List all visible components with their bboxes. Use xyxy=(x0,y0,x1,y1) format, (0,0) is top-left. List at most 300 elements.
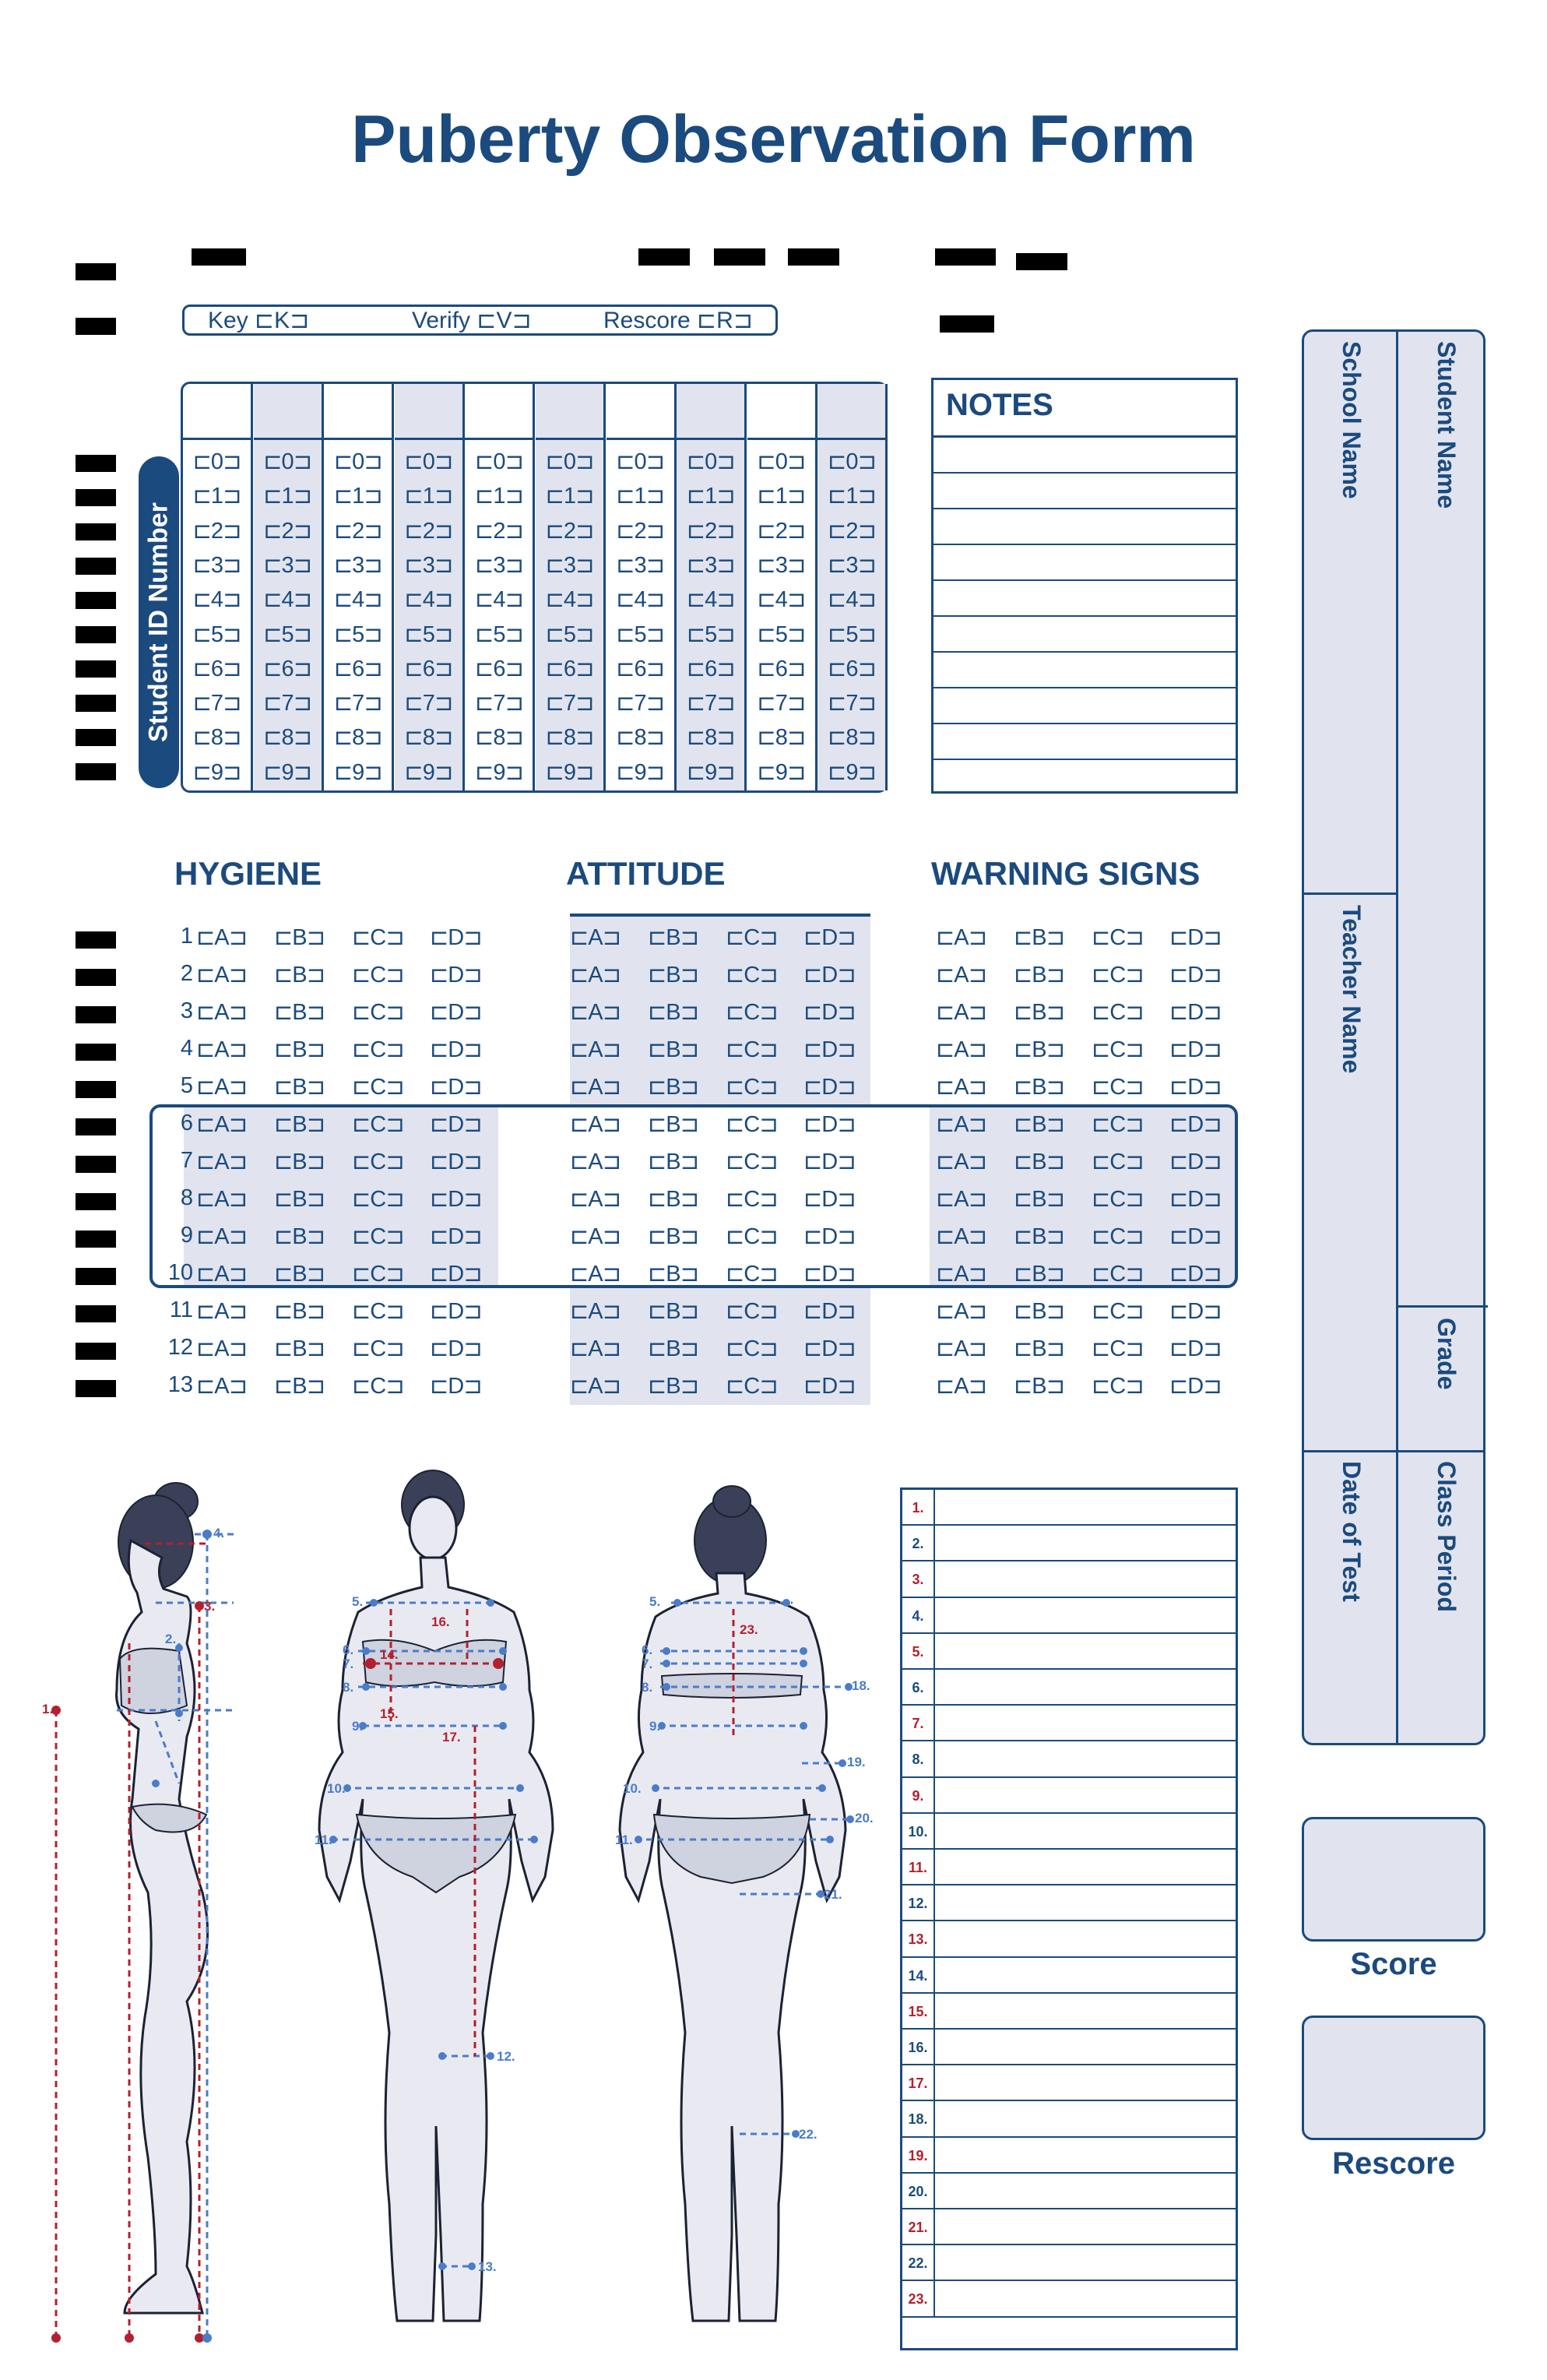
student-id-digit-bubble[interactable]: ⊏9⊐ xyxy=(475,759,523,785)
warning-signs-answer-bubble[interactable]: ⊏C⊐ xyxy=(1092,1037,1144,1062)
hygiene-answer-bubble[interactable]: ⊏C⊐ xyxy=(352,1112,404,1137)
warning-signs-answer-bubble[interactable]: ⊏B⊐ xyxy=(1014,1224,1064,1249)
hygiene-answer-bubble[interactable]: ⊏D⊐ xyxy=(430,1336,482,1361)
student-id-digit-bubble[interactable]: ⊏2⊐ xyxy=(475,518,523,544)
attitude-answer-bubble[interactable]: ⊏A⊐ xyxy=(570,1336,621,1361)
measurement-row[interactable] xyxy=(902,1670,1236,1706)
hygiene-answer-bubble[interactable]: ⊏A⊐ xyxy=(196,1187,247,1212)
student-id-digit-bubble[interactable]: ⊏8⊐ xyxy=(263,725,311,751)
warning-signs-answer-bubble[interactable]: ⊏C⊐ xyxy=(1092,1075,1144,1100)
student-id-digit-bubble[interactable]: ⊏3⊐ xyxy=(333,552,382,578)
attitude-answer-bubble[interactable]: ⊏A⊐ xyxy=(570,1075,621,1100)
student-id-digit-bubble[interactable]: ⊏4⊐ xyxy=(475,587,523,613)
hygiene-answer-bubble[interactable]: ⊏B⊐ xyxy=(274,925,325,950)
student-id-digit-bubble[interactable]: ⊏7⊐ xyxy=(192,691,241,716)
warning-signs-answer-bubble[interactable]: ⊏C⊐ xyxy=(1092,1150,1144,1174)
attitude-answer-bubble[interactable]: ⊏D⊐ xyxy=(803,1262,856,1287)
student-id-digit-bubble[interactable]: ⊏7⊐ xyxy=(616,691,664,716)
attitude-answer-bubble[interactable]: ⊏C⊐ xyxy=(726,1224,778,1249)
measurement-row[interactable] xyxy=(902,1490,1236,1526)
hygiene-answer-bubble[interactable]: ⊏B⊐ xyxy=(274,1224,325,1249)
attitude-answer-bubble[interactable]: ⊏A⊐ xyxy=(570,1150,621,1174)
notes-line[interactable] xyxy=(933,653,1236,688)
attitude-answer-bubble[interactable]: ⊏B⊐ xyxy=(648,925,698,950)
student-id-digit-bubble[interactable]: ⊏1⊐ xyxy=(404,484,453,509)
student-id-digit-bubble[interactable]: ⊏2⊐ xyxy=(616,518,664,544)
measurement-row[interactable] xyxy=(902,1598,1236,1634)
measurement-row[interactable] xyxy=(902,1778,1236,1814)
attitude-answer-bubble[interactable]: ⊏B⊐ xyxy=(648,1336,698,1361)
hygiene-answer-bubble[interactable]: ⊏C⊐ xyxy=(352,1000,404,1025)
student-id-digit-bubble[interactable]: ⊏9⊐ xyxy=(404,759,453,785)
hygiene-answer-bubble[interactable]: ⊏D⊐ xyxy=(430,1075,482,1100)
attitude-answer-bubble[interactable]: ⊏D⊐ xyxy=(803,1075,856,1100)
warning-signs-answer-bubble[interactable]: ⊏B⊐ xyxy=(1014,1075,1064,1100)
attitude-answer-bubble[interactable]: ⊏C⊐ xyxy=(726,1374,778,1399)
measurement-row[interactable] xyxy=(902,2138,1236,2174)
warning-signs-answer-bubble[interactable]: ⊏D⊐ xyxy=(1169,1000,1222,1025)
attitude-answer-bubble[interactable]: ⊏C⊐ xyxy=(726,1075,778,1100)
warning-signs-answer-bubble[interactable]: ⊏C⊐ xyxy=(1092,1224,1144,1249)
student-id-digit-bubble[interactable]: ⊏5⊐ xyxy=(333,621,382,647)
warning-signs-answer-bubble[interactable]: ⊏A⊐ xyxy=(936,963,986,988)
measurement-row[interactable] xyxy=(902,2281,1236,2317)
attitude-answer-bubble[interactable]: ⊏A⊐ xyxy=(570,1112,621,1137)
hygiene-answer-bubble[interactable]: ⊏C⊐ xyxy=(352,1187,404,1212)
attitude-answer-bubble[interactable]: ⊏B⊐ xyxy=(648,1150,698,1174)
hygiene-answer-bubble[interactable]: ⊏B⊐ xyxy=(274,1336,325,1361)
hygiene-answer-bubble[interactable]: ⊏B⊐ xyxy=(274,1112,325,1137)
student-id-digit-bubble[interactable]: ⊏1⊐ xyxy=(192,484,241,509)
attitude-answer-bubble[interactable]: ⊏D⊐ xyxy=(803,1112,856,1137)
attitude-answer-bubble[interactable]: ⊏C⊐ xyxy=(726,963,778,988)
student-id-digit-bubble[interactable]: ⊏7⊐ xyxy=(333,691,382,716)
attitude-answer-bubble[interactable]: ⊏A⊐ xyxy=(570,1299,621,1324)
warning-signs-answer-bubble[interactable]: ⊏C⊐ xyxy=(1092,1262,1144,1287)
student-id-write-box[interactable] xyxy=(395,384,462,440)
attitude-answer-bubble[interactable]: ⊏B⊐ xyxy=(648,1187,698,1212)
warning-signs-answer-bubble[interactable]: ⊏A⊐ xyxy=(936,1150,986,1174)
hygiene-answer-bubble[interactable]: ⊏A⊐ xyxy=(196,1336,247,1361)
attitude-answer-bubble[interactable]: ⊏D⊐ xyxy=(803,925,856,950)
student-id-digit-bubble[interactable]: ⊏0⊐ xyxy=(404,449,453,474)
attitude-answer-bubble[interactable]: ⊏A⊐ xyxy=(570,963,621,988)
student-id-digit-bubble[interactable]: ⊏8⊐ xyxy=(828,725,876,751)
warning-signs-answer-bubble[interactable]: ⊏B⊐ xyxy=(1014,925,1064,950)
student-id-digit-bubble[interactable]: ⊏3⊐ xyxy=(616,552,664,578)
student-id-digit-bubble[interactable]: ⊏5⊐ xyxy=(475,621,523,647)
hygiene-answer-bubble[interactable]: ⊏A⊐ xyxy=(196,1075,247,1100)
hygiene-answer-bubble[interactable]: ⊏A⊐ xyxy=(196,1150,247,1174)
warning-signs-answer-bubble[interactable]: ⊏C⊐ xyxy=(1092,1299,1144,1324)
hygiene-answer-bubble[interactable]: ⊏B⊐ xyxy=(274,1037,325,1062)
student-id-digit-bubble[interactable]: ⊏5⊐ xyxy=(686,621,735,647)
attitude-answer-bubble[interactable]: ⊏B⊐ xyxy=(648,1037,698,1062)
hygiene-answer-bubble[interactable]: ⊏C⊐ xyxy=(352,1262,404,1287)
attitude-answer-bubble[interactable]: ⊏C⊐ xyxy=(726,1262,778,1287)
student-id-digit-bubble[interactable]: ⊏6⊐ xyxy=(263,656,311,681)
student-id-digit-bubble[interactable]: ⊏2⊐ xyxy=(686,518,735,544)
student-id-digit-bubble[interactable]: ⊏9⊐ xyxy=(828,759,876,785)
attitude-answer-bubble[interactable]: ⊏D⊐ xyxy=(803,1336,856,1361)
student-id-digit-bubble[interactable]: ⊏9⊐ xyxy=(616,759,664,785)
attitude-answer-bubble[interactable]: ⊏D⊐ xyxy=(803,1187,856,1212)
warning-signs-answer-bubble[interactable]: ⊏C⊐ xyxy=(1092,963,1144,988)
hygiene-answer-bubble[interactable]: ⊏D⊐ xyxy=(430,1224,482,1249)
student-id-digit-bubble[interactable]: ⊏3⊐ xyxy=(545,552,594,578)
student-id-digit-bubble[interactable]: ⊏6⊐ xyxy=(686,656,735,681)
student-id-digit-bubble[interactable]: ⊏0⊐ xyxy=(263,449,311,474)
student-id-digit-bubble[interactable]: ⊏2⊐ xyxy=(192,518,241,544)
notes-line[interactable] xyxy=(933,545,1236,581)
hygiene-answer-bubble[interactable]: ⊏A⊐ xyxy=(196,1224,247,1249)
attitude-answer-bubble[interactable]: ⊏A⊐ xyxy=(570,925,621,950)
student-id-digit-bubble[interactable]: ⊏5⊐ xyxy=(545,621,594,647)
attitude-answer-bubble[interactable]: ⊏A⊐ xyxy=(570,1000,621,1025)
student-id-digit-bubble[interactable]: ⊏1⊐ xyxy=(475,484,523,509)
student-id-digit-bubble[interactable]: ⊏8⊐ xyxy=(545,725,594,751)
attitude-answer-bubble[interactable]: ⊏B⊐ xyxy=(648,1224,698,1249)
student-id-digit-bubble[interactable]: ⊏4⊐ xyxy=(263,587,311,613)
student-id-digit-bubble[interactable]: ⊏9⊐ xyxy=(263,759,311,785)
student-id-digit-bubble[interactable]: ⊏8⊐ xyxy=(404,725,453,751)
student-id-digit-bubble[interactable]: ⊏3⊐ xyxy=(263,552,311,578)
student-id-digit-bubble[interactable]: ⊏0⊐ xyxy=(192,449,241,474)
measurement-row[interactable] xyxy=(902,1958,1236,1994)
student-id-digit-bubble[interactable]: ⊏7⊐ xyxy=(686,691,735,716)
student-id-digit-bubble[interactable]: ⊏7⊐ xyxy=(475,691,523,716)
warning-signs-answer-bubble[interactable]: ⊏D⊐ xyxy=(1169,1112,1222,1137)
attitude-answer-bubble[interactable]: ⊏D⊐ xyxy=(803,963,856,988)
warning-signs-answer-bubble[interactable]: ⊏D⊐ xyxy=(1169,1299,1222,1324)
student-id-digit-bubble[interactable]: ⊏2⊐ xyxy=(333,518,382,544)
student-id-digit-bubble[interactable]: ⊏5⊐ xyxy=(192,621,241,647)
attitude-answer-bubble[interactable]: ⊏D⊐ xyxy=(803,1299,856,1324)
measurement-row[interactable] xyxy=(902,2065,1236,2101)
hygiene-answer-bubble[interactable]: ⊏D⊐ xyxy=(430,1037,482,1062)
measurement-row[interactable] xyxy=(902,1814,1236,1850)
student-id-write-box[interactable] xyxy=(536,384,603,440)
student-name-field[interactable]: Student Name xyxy=(1433,341,1461,509)
student-id-digit-bubble[interactable]: ⊏7⊐ xyxy=(545,691,594,716)
student-id-digit-bubble[interactable]: ⊏6⊐ xyxy=(192,656,241,681)
hygiene-answer-bubble[interactable]: ⊏D⊐ xyxy=(430,1000,482,1025)
student-id-digit-bubble[interactable]: ⊏1⊐ xyxy=(757,484,806,509)
attitude-answer-bubble[interactable]: ⊏D⊐ xyxy=(803,1224,856,1249)
hygiene-answer-bubble[interactable]: ⊏D⊐ xyxy=(430,1187,482,1212)
hygiene-answer-bubble[interactable]: ⊏B⊐ xyxy=(274,1187,325,1212)
hygiene-answer-bubble[interactable]: ⊏C⊐ xyxy=(352,1150,404,1174)
attitude-answer-bubble[interactable]: ⊏B⊐ xyxy=(648,1075,698,1100)
student-id-write-box[interactable] xyxy=(747,384,815,440)
warning-signs-answer-bubble[interactable]: ⊏A⊐ xyxy=(936,1374,986,1399)
warning-signs-answer-bubble[interactable]: ⊏D⊐ xyxy=(1169,1187,1222,1212)
warning-signs-answer-bubble[interactable]: ⊏D⊐ xyxy=(1169,1224,1222,1249)
warning-signs-answer-bubble[interactable]: ⊏D⊐ xyxy=(1169,925,1222,950)
student-id-digit-bubble[interactable]: ⊏0⊐ xyxy=(757,449,806,474)
warning-signs-answer-bubble[interactable]: ⊏D⊐ xyxy=(1169,963,1222,988)
hygiene-answer-bubble[interactable]: ⊏B⊐ xyxy=(274,1000,325,1025)
notes-line[interactable] xyxy=(933,474,1236,509)
measurement-row[interactable] xyxy=(902,1850,1236,1885)
measurement-row[interactable] xyxy=(902,1741,1236,1777)
hygiene-answer-bubble[interactable]: ⊏C⊐ xyxy=(352,1075,404,1100)
student-id-digit-bubble[interactable]: ⊏8⊐ xyxy=(475,725,523,751)
rescore-option[interactable]: Rescore ⊏R⊐ xyxy=(603,307,753,333)
measurement-row[interactable] xyxy=(902,2101,1236,2137)
student-id-digit-bubble[interactable]: ⊏6⊐ xyxy=(545,656,594,681)
student-id-digit-bubble[interactable]: ⊏8⊐ xyxy=(616,725,664,751)
hygiene-answer-bubble[interactable]: ⊏A⊐ xyxy=(196,1000,247,1025)
student-id-digit-bubble[interactable]: ⊏3⊐ xyxy=(757,552,806,578)
date-of-test-field[interactable]: Date of Test xyxy=(1338,1461,1366,1602)
warning-signs-answer-bubble[interactable]: ⊏C⊐ xyxy=(1092,1000,1144,1025)
attitude-answer-bubble[interactable]: ⊏D⊐ xyxy=(803,1037,856,1062)
teacher-name-field[interactable]: Teacher Name xyxy=(1338,905,1366,1074)
class-period-field[interactable]: Class Period xyxy=(1433,1461,1461,1612)
hygiene-answer-bubble[interactable]: ⊏A⊐ xyxy=(196,1037,247,1062)
attitude-answer-bubble[interactable]: ⊏C⊐ xyxy=(726,1112,778,1137)
student-id-write-box[interactable] xyxy=(677,384,744,440)
student-id-digit-bubble[interactable]: ⊏9⊐ xyxy=(333,759,382,785)
measurement-row[interactable] xyxy=(902,1994,1236,2030)
student-id-digit-bubble[interactable]: ⊏4⊐ xyxy=(686,587,735,613)
hygiene-answer-bubble[interactable]: ⊏B⊐ xyxy=(274,1374,325,1399)
student-id-digit-bubble[interactable]: ⊏3⊐ xyxy=(828,552,876,578)
notes-line[interactable] xyxy=(933,581,1236,617)
student-id-digit-bubble[interactable]: ⊏5⊐ xyxy=(263,621,311,647)
measurement-row[interactable] xyxy=(902,1921,1236,1957)
attitude-answer-bubble[interactable]: ⊏B⊐ xyxy=(648,963,698,988)
student-id-digit-bubble[interactable]: ⊏1⊐ xyxy=(263,484,311,509)
warning-signs-answer-bubble[interactable]: ⊏A⊐ xyxy=(936,1112,986,1137)
hygiene-answer-bubble[interactable]: ⊏A⊐ xyxy=(196,963,247,988)
warning-signs-answer-bubble[interactable]: ⊏A⊐ xyxy=(936,1262,986,1287)
student-id-digit-bubble[interactable]: ⊏2⊐ xyxy=(545,518,594,544)
student-id-digit-bubble[interactable]: ⊏2⊐ xyxy=(404,518,453,544)
attitude-answer-bubble[interactable]: ⊏C⊐ xyxy=(726,1037,778,1062)
student-id-digit-bubble[interactable]: ⊏6⊐ xyxy=(404,656,453,681)
student-id-digit-bubble[interactable]: ⊏2⊐ xyxy=(757,518,806,544)
student-id-digit-bubble[interactable]: ⊏2⊐ xyxy=(828,518,876,544)
student-id-write-box[interactable] xyxy=(817,384,885,440)
student-id-digit-bubble[interactable]: ⊏8⊐ xyxy=(686,725,735,751)
warning-signs-answer-bubble[interactable]: ⊏D⊐ xyxy=(1169,1262,1222,1287)
attitude-answer-bubble[interactable]: ⊏C⊐ xyxy=(726,1150,778,1174)
warning-signs-answer-bubble[interactable]: ⊏D⊐ xyxy=(1169,1075,1222,1100)
student-id-digit-bubble[interactable]: ⊏8⊐ xyxy=(333,725,382,751)
attitude-answer-bubble[interactable]: ⊏A⊐ xyxy=(570,1374,621,1399)
warning-signs-answer-bubble[interactable]: ⊏A⊐ xyxy=(936,1037,986,1062)
student-id-digit-bubble[interactable]: ⊏1⊐ xyxy=(545,484,594,509)
warning-signs-answer-bubble[interactable]: ⊏D⊐ xyxy=(1169,1374,1222,1399)
rescore-box[interactable] xyxy=(1302,2016,1485,2140)
student-id-digit-bubble[interactable]: ⊏7⊐ xyxy=(828,691,876,716)
notes-line[interactable] xyxy=(933,724,1236,760)
warning-signs-answer-bubble[interactable]: ⊏C⊐ xyxy=(1092,1374,1144,1399)
hygiene-answer-bubble[interactable]: ⊏C⊐ xyxy=(352,1037,404,1062)
warning-signs-answer-bubble[interactable]: ⊏B⊐ xyxy=(1014,1262,1064,1287)
student-id-digit-bubble[interactable]: ⊏5⊐ xyxy=(404,621,453,647)
notes-line[interactable] xyxy=(933,438,1236,474)
warning-signs-answer-bubble[interactable]: ⊏B⊐ xyxy=(1014,963,1064,988)
hygiene-answer-bubble[interactable]: ⊏A⊐ xyxy=(196,1374,247,1399)
student-id-digit-bubble[interactable]: ⊏6⊐ xyxy=(333,656,382,681)
warning-signs-answer-bubble[interactable]: ⊏B⊐ xyxy=(1014,1112,1064,1137)
student-id-digit-bubble[interactable]: ⊏9⊐ xyxy=(757,759,806,785)
attitude-answer-bubble[interactable]: ⊏B⊐ xyxy=(648,1112,698,1137)
hygiene-answer-bubble[interactable]: ⊏B⊐ xyxy=(274,1262,325,1287)
warning-signs-answer-bubble[interactable]: ⊏D⊐ xyxy=(1169,1150,1222,1174)
hygiene-answer-bubble[interactable]: ⊏C⊐ xyxy=(352,1299,404,1324)
student-id-digit-bubble[interactable]: ⊏4⊐ xyxy=(333,587,382,613)
warning-signs-answer-bubble[interactable]: ⊏A⊐ xyxy=(936,1336,986,1361)
attitude-answer-bubble[interactable]: ⊏D⊐ xyxy=(803,1000,856,1025)
warning-signs-answer-bubble[interactable]: ⊏C⊐ xyxy=(1092,925,1144,950)
attitude-answer-bubble[interactable]: ⊏A⊐ xyxy=(570,1187,621,1212)
warning-signs-answer-bubble[interactable]: ⊏C⊐ xyxy=(1092,1336,1144,1361)
hygiene-answer-bubble[interactable]: ⊏D⊐ xyxy=(430,1150,482,1174)
hygiene-answer-bubble[interactable]: ⊏C⊐ xyxy=(352,1336,404,1361)
warning-signs-answer-bubble[interactable]: ⊏D⊐ xyxy=(1169,1037,1222,1062)
hygiene-answer-bubble[interactable]: ⊏C⊐ xyxy=(352,1224,404,1249)
student-id-digit-bubble[interactable]: ⊏7⊐ xyxy=(263,691,311,716)
student-id-digit-bubble[interactable]: ⊏4⊐ xyxy=(192,587,241,613)
notes-line[interactable] xyxy=(933,617,1236,653)
hygiene-answer-bubble[interactable]: ⊏B⊐ xyxy=(274,1299,325,1324)
student-id-digit-bubble[interactable]: ⊏6⊐ xyxy=(475,656,523,681)
hygiene-answer-bubble[interactable]: ⊏B⊐ xyxy=(274,1075,325,1100)
warning-signs-answer-bubble[interactable]: ⊏B⊐ xyxy=(1014,1299,1064,1324)
measurement-row[interactable] xyxy=(902,1561,1236,1597)
warning-signs-answer-bubble[interactable]: ⊏B⊐ xyxy=(1014,1187,1064,1212)
hygiene-answer-bubble[interactable]: ⊏B⊐ xyxy=(274,963,325,988)
student-id-digit-bubble[interactable]: ⊏4⊐ xyxy=(616,587,664,613)
attitude-answer-bubble[interactable]: ⊏A⊐ xyxy=(570,1262,621,1287)
student-id-write-box[interactable] xyxy=(254,384,322,440)
student-id-digit-bubble[interactable]: ⊏3⊐ xyxy=(475,552,523,578)
hygiene-answer-bubble[interactable]: ⊏C⊐ xyxy=(352,925,404,950)
student-id-digit-bubble[interactable]: ⊏7⊐ xyxy=(757,691,806,716)
student-id-digit-bubble[interactable]: ⊏0⊐ xyxy=(616,449,664,474)
attitude-answer-bubble[interactable]: ⊏D⊐ xyxy=(803,1374,856,1399)
warning-signs-answer-bubble[interactable]: ⊏B⊐ xyxy=(1014,1374,1064,1399)
score-box[interactable] xyxy=(1302,1817,1485,1942)
student-id-digit-bubble[interactable]: ⊏0⊐ xyxy=(828,449,876,474)
student-id-digit-bubble[interactable]: ⊏9⊐ xyxy=(545,759,594,785)
hygiene-answer-bubble[interactable]: ⊏A⊐ xyxy=(196,1262,247,1287)
student-id-digit-bubble[interactable]: ⊏4⊐ xyxy=(828,587,876,613)
hygiene-answer-bubble[interactable]: ⊏C⊐ xyxy=(352,963,404,988)
attitude-answer-bubble[interactable]: ⊏C⊐ xyxy=(726,1187,778,1212)
student-id-digit-bubble[interactable]: ⊏0⊐ xyxy=(333,449,382,474)
student-id-write-box[interactable] xyxy=(465,384,533,440)
attitude-answer-bubble[interactable]: ⊏A⊐ xyxy=(570,1224,621,1249)
measurement-row[interactable] xyxy=(902,1885,1236,1921)
warning-signs-answer-bubble[interactable]: ⊏C⊐ xyxy=(1092,1187,1144,1212)
student-id-digit-bubble[interactable]: ⊏6⊐ xyxy=(757,656,806,681)
hygiene-answer-bubble[interactable]: ⊏D⊐ xyxy=(430,1374,482,1399)
warning-signs-answer-bubble[interactable]: ⊏A⊐ xyxy=(936,1187,986,1212)
attitude-answer-bubble[interactable]: ⊏C⊐ xyxy=(726,925,778,950)
student-id-digit-bubble[interactable]: ⊏1⊐ xyxy=(333,484,382,509)
key-option[interactable]: Key ⊏K⊐ xyxy=(208,307,310,333)
hygiene-answer-bubble[interactable]: ⊏B⊐ xyxy=(274,1150,325,1174)
attitude-answer-bubble[interactable]: ⊏D⊐ xyxy=(803,1150,856,1174)
attitude-answer-bubble[interactable]: ⊏B⊐ xyxy=(648,1299,698,1324)
hygiene-answer-bubble[interactable]: ⊏C⊐ xyxy=(352,1374,404,1399)
warning-signs-answer-bubble[interactable]: ⊏B⊐ xyxy=(1014,1336,1064,1361)
attitude-answer-bubble[interactable]: ⊏A⊐ xyxy=(570,1037,621,1062)
hygiene-answer-bubble[interactable]: ⊏A⊐ xyxy=(196,925,247,950)
measurement-row[interactable] xyxy=(902,1526,1236,1561)
student-id-digit-bubble[interactable]: ⊏9⊐ xyxy=(686,759,735,785)
hygiene-answer-bubble[interactable]: ⊏D⊐ xyxy=(430,1262,482,1287)
student-id-digit-bubble[interactable]: ⊏3⊐ xyxy=(404,552,453,578)
hygiene-answer-bubble[interactable]: ⊏D⊐ xyxy=(430,1299,482,1324)
attitude-answer-bubble[interactable]: ⊏B⊐ xyxy=(648,1000,698,1025)
warning-signs-answer-bubble[interactable]: ⊏A⊐ xyxy=(936,1224,986,1249)
student-id-digit-bubble[interactable]: ⊏7⊐ xyxy=(404,691,453,716)
student-id-digit-bubble[interactable]: ⊏3⊐ xyxy=(686,552,735,578)
measurement-row[interactable] xyxy=(902,2174,1236,2209)
student-id-digit-bubble[interactable]: ⊏0⊐ xyxy=(475,449,523,474)
notes-line[interactable] xyxy=(933,688,1236,724)
hygiene-answer-bubble[interactable]: ⊏D⊐ xyxy=(430,963,482,988)
hygiene-answer-bubble[interactable]: ⊏D⊐ xyxy=(430,925,482,950)
student-id-digit-bubble[interactable]: ⊏3⊐ xyxy=(192,552,241,578)
student-id-digit-bubble[interactable]: ⊏8⊐ xyxy=(757,725,806,751)
hygiene-answer-bubble[interactable]: ⊏A⊐ xyxy=(196,1112,247,1137)
student-id-digit-bubble[interactable]: ⊏1⊐ xyxy=(828,484,876,509)
grade-field[interactable]: Grade xyxy=(1433,1318,1461,1390)
warning-signs-answer-bubble[interactable]: ⊏B⊐ xyxy=(1014,1000,1064,1025)
notes-line[interactable] xyxy=(933,509,1236,545)
student-id-digit-bubble[interactable]: ⊏4⊐ xyxy=(545,587,594,613)
student-id-digit-bubble[interactable]: ⊏4⊐ xyxy=(757,587,806,613)
student-id-write-box[interactable] xyxy=(324,384,392,440)
student-id-digit-bubble[interactable]: ⊏8⊐ xyxy=(192,725,241,751)
hygiene-answer-bubble[interactable]: ⊏D⊐ xyxy=(430,1112,482,1137)
measurement-row[interactable] xyxy=(902,2030,1236,2065)
attitude-answer-bubble[interactable]: ⊏B⊐ xyxy=(648,1262,698,1287)
warning-signs-answer-bubble[interactable]: ⊏B⊐ xyxy=(1014,1037,1064,1062)
measurement-row[interactable] xyxy=(902,1706,1236,1741)
attitude-answer-bubble[interactable]: ⊏C⊐ xyxy=(726,1336,778,1361)
student-id-digit-bubble[interactable]: ⊏6⊐ xyxy=(616,656,664,681)
attitude-answer-bubble[interactable]: ⊏B⊐ xyxy=(648,1374,698,1399)
warning-signs-answer-bubble[interactable]: ⊏A⊐ xyxy=(936,1299,986,1324)
student-id-digit-bubble[interactable]: ⊏2⊐ xyxy=(263,518,311,544)
student-id-digit-bubble[interactable]: ⊏5⊐ xyxy=(757,621,806,647)
attitude-answer-bubble[interactable]: ⊏C⊐ xyxy=(726,1299,778,1324)
measurement-row[interactable] xyxy=(902,2245,1236,2281)
warning-signs-answer-bubble[interactable]: ⊏B⊐ xyxy=(1014,1150,1064,1174)
measurement-row[interactable] xyxy=(902,1634,1236,1670)
student-id-digit-bubble[interactable]: ⊏0⊐ xyxy=(545,449,594,474)
student-id-digit-bubble[interactable]: ⊏4⊐ xyxy=(404,587,453,613)
student-id-digit-bubble[interactable]: ⊏1⊐ xyxy=(686,484,735,509)
warning-signs-answer-bubble[interactable]: ⊏A⊐ xyxy=(936,925,986,950)
student-id-digit-bubble[interactable]: ⊏5⊐ xyxy=(828,621,876,647)
attitude-answer-bubble[interactable]: ⊏C⊐ xyxy=(726,1000,778,1025)
student-id-digit-bubble[interactable]: ⊏1⊐ xyxy=(616,484,664,509)
warning-signs-answer-bubble[interactable]: ⊏A⊐ xyxy=(936,1000,986,1025)
measurement-row[interactable] xyxy=(902,2209,1236,2245)
student-id-digit-bubble[interactable]: ⊏5⊐ xyxy=(616,621,664,647)
student-id-digit-bubble[interactable]: ⊏9⊐ xyxy=(192,759,241,785)
student-id-write-box[interactable] xyxy=(606,384,674,440)
